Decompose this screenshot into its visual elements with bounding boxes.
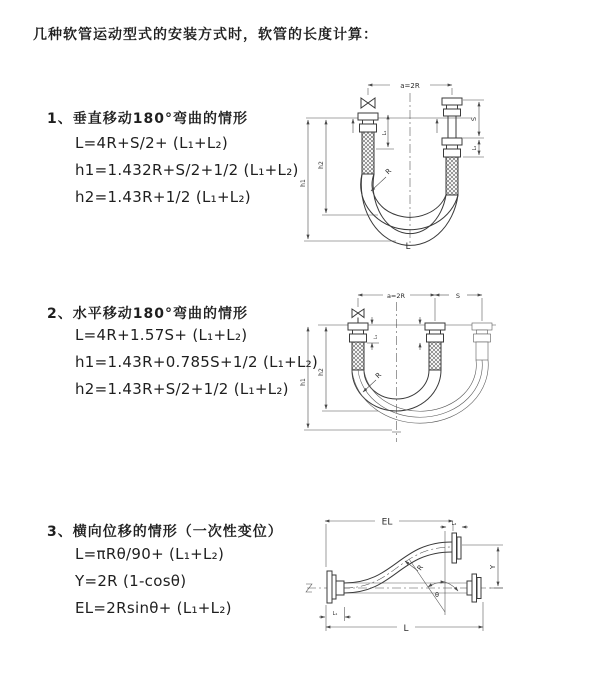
h-inner-label: h2 <box>318 368 325 376</box>
diagram-horizontal-180-bend <box>300 280 600 460</box>
hose-outline <box>344 552 452 593</box>
fit-left-label: L₁ <box>332 611 338 617</box>
hose-phantom <box>352 360 488 423</box>
section2-formula-h1: h1=1.43R+0.785S+1/2 (L₁+L₂) <box>75 353 319 371</box>
hose-outline <box>372 174 446 217</box>
offset-label: Y <box>489 564 497 570</box>
s-curve-hose <box>344 542 452 593</box>
length-label: L <box>405 242 411 252</box>
span-label: EL <box>381 517 393 528</box>
braided-hose-middle <box>429 342 441 370</box>
dim-fit-left <box>376 115 394 149</box>
section1-formula-L: L=4R+S/2+ (L₁+L₂) <box>75 134 229 152</box>
valve-icon <box>361 98 375 108</box>
span-label: a=2R <box>400 82 420 90</box>
fit-label: L₁ <box>374 334 379 340</box>
radius-label: R <box>384 167 394 177</box>
radius-leader <box>405 561 425 572</box>
span-label: a=2R <box>386 292 406 300</box>
hose-phantom <box>364 360 476 411</box>
page-title: 几种软管运动型式的安装方式时，软管的长度计算： <box>33 27 378 43</box>
section1-formula-h2: h2=1.43R+1/2 (L₁+L₂) <box>75 188 251 206</box>
fit-left-label: L₁ <box>382 130 388 136</box>
fit-right-label: L₂ <box>472 145 478 151</box>
left-leg-flange <box>348 323 368 370</box>
braided-hose-left <box>352 342 364 370</box>
dim-fit-right <box>463 140 484 157</box>
radius-label: R <box>415 563 426 573</box>
h-outer-label: h1 <box>300 179 307 187</box>
dim-span-a2R <box>358 292 435 300</box>
left-flange <box>327 571 344 603</box>
dim-fit-left <box>319 607 351 621</box>
diagram-lateral-displacement <box>295 505 600 675</box>
section1-heading: 1、垂直移动180°弯曲的情形 <box>47 111 248 127</box>
dim-span-EL <box>325 518 453 568</box>
left-leg-flange <box>358 113 378 174</box>
hose-outline <box>373 174 446 234</box>
u-hose-curves <box>361 174 458 245</box>
braided-hose-right <box>446 157 458 195</box>
dim-h-outer <box>300 120 396 241</box>
right-flange <box>467 574 481 602</box>
section2-formula-h2: h2=1.43R+S/2+1/2 (L₁+L₂) <box>75 380 289 398</box>
stroke-label: S <box>470 116 478 122</box>
dim-stroke-S <box>463 100 484 138</box>
angle-label: θ <box>435 591 439 599</box>
valve-icon <box>352 309 364 323</box>
right-leg-flanges <box>442 98 462 195</box>
section1-formula-h1: h1=1.432R+S/2+1/2 (L₁+L₂) <box>75 161 299 179</box>
section3-heading: 3、横向位移的情形（一次性变位） <box>47 524 283 540</box>
section2-heading: 2、水平移动180°弯曲的情形 <box>47 306 248 322</box>
section2-formula-L: L=4R+1.57S+ (L₁+L₂) <box>75 326 248 344</box>
section3-formula-Y: Y=2R (1-cosθ) <box>75 572 187 590</box>
u-hose-curves <box>352 360 488 432</box>
stroke-label: S <box>455 292 461 300</box>
dim-length-L <box>326 602 483 634</box>
dim-stroke-S <box>435 292 482 300</box>
braided-hose-left <box>362 132 374 174</box>
right-leg-flange-phantom <box>472 323 492 360</box>
section3-formula-EL: EL=2Rsinθ+ (L₁+L₂) <box>75 599 232 617</box>
length-label: L <box>403 624 409 634</box>
section3-formula-L: L=πRθ/90+ (L₁+L₂) <box>75 545 225 563</box>
h-outer-label: h1 <box>300 378 307 386</box>
h-inner-label: h2 <box>318 161 325 169</box>
diagram-vertical-180-bend <box>300 65 600 265</box>
top-right-flange <box>452 533 461 563</box>
dim-fit-right <box>440 521 468 527</box>
dim-h-inner <box>318 327 378 411</box>
dim-fit-left <box>367 317 379 350</box>
hose-phantom <box>358 360 482 417</box>
hose-outline <box>344 542 452 583</box>
middle-leg-flange <box>425 323 445 370</box>
radius-label: R <box>374 371 384 381</box>
hose-outline <box>361 174 458 245</box>
fit-right-label: L₂ <box>451 521 457 527</box>
